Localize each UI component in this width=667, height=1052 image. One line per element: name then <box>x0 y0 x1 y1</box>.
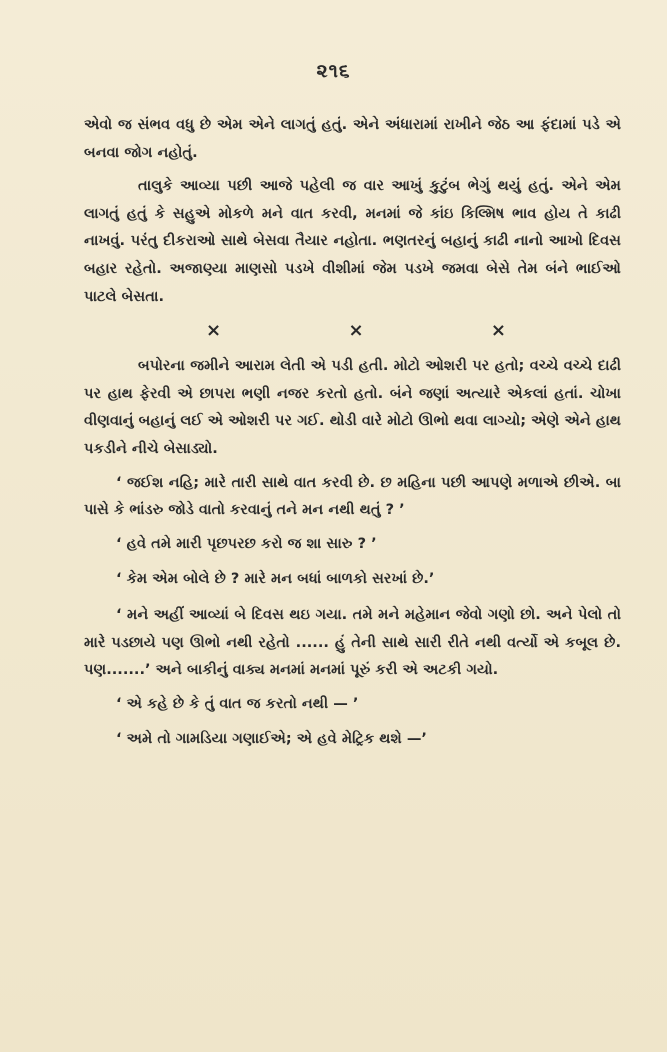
separator-mark: × <box>490 320 506 342</box>
dialogue-line: ‘ કેમ એમ બોલે છે ? મારે મન બધાં બાળકો સરખાં છે.’ <box>116 570 435 588</box>
section-separator <box>206 316 506 346</box>
paragraph-afternoon: બપોરના જમીને આરામ લેતી એ પડી હતી. મોટો ઓશરી પર હતો; વચ્ચે વચ્ચે દાઢી પર હાથ ફેરવી એ છાપરા ભણી નજર કરતો હતો. બંને જણાં અત્યારે એકલાં હતાં. ચોખા વીણવાનું બહાનું લઈ એ ઓશરી પર ગઈ. થોડી વારે મોટો ઊભો થવા લાગ્યો; એણે એને હાથ પકડીને નીચે બેસાડ્યો. <box>84 357 621 457</box>
page-body <box>84 111 621 761</box>
dialogue-line: ‘ જઈશ નહિ; મારે તારી સાથે વાત કરવી છે. છ મહિના પછી આપણે મળાએ છીએ. બા પાસે કે ભાંડરુ જોડે વાતો કરવાનું તને મન નથી થતું ? ’ <box>84 473 621 519</box>
separator-mark: × <box>206 320 222 342</box>
paragraph-continued: એવો જ સંભવ વધુ છે એમ એને લાગતું હતું. એને અંધારામાં રાખીને જેઠ આ ફંદામાં પડે એ બનવા જોગ નહોતું. <box>84 116 621 161</box>
separator-mark: × <box>348 320 364 342</box>
page-number: ૨૧૬ <box>316 60 351 82</box>
dialogue-line: ‘ એ કહે છે કે તું વાત જ કરતો નથી — ’ <box>116 694 359 712</box>
paragraph-family-gathering: તાલુકે આવ્યા પછી આજે પહેલી જ વાર આખું કુટુંબ ભેગું થયું હતું. એને એમ લાગતું હતું કે સહુએ મોકળે મને વાત કરવી, મનમાં જે કાંઇ કિલ્મિષ ભાવ હોય તે કાઢી નાખવું. પરંતુ દીકરાઓ સાથે બેસવા તૈયાર નહોતા. ભણતરનું બહાનું કાઢી નાનો આખો દિવસ બહાર રહેતો. અજાણ્યા માણસો પડખે વીશીમાં જેમ પડખે જમવા બેસે તેમ બંને ભાઈઓ પાટલે બેસતા. <box>84 177 621 305</box>
dialogue-line: ‘ અમે તો ગામડિયા ગણાઈએ; એ હવે મેટ્રિક થશે —’ <box>116 730 427 748</box>
dialogue-line: ‘ હવે તમે મારી પૃછપરછ કરો જ શા સારુ ? ’ <box>116 534 377 552</box>
dialogue-line: ‘ મને અહીં આવ્યાં બે દિવસ થઇ ગયા. તમે મને મહેમાન જેવો ગણો છો. અને પેલો તો મારે પડછાયે પણ ઊભો નથી રહેતો ...... હું તેની સાથે સારી રીતે નથી વર્ત્યો એ કબૂલ છે. પણ.......’ અને બાકીનું વાક્ય મનમાં મનમાં પૂરું કરી એ અટકી ગયો. <box>84 605 621 679</box>
